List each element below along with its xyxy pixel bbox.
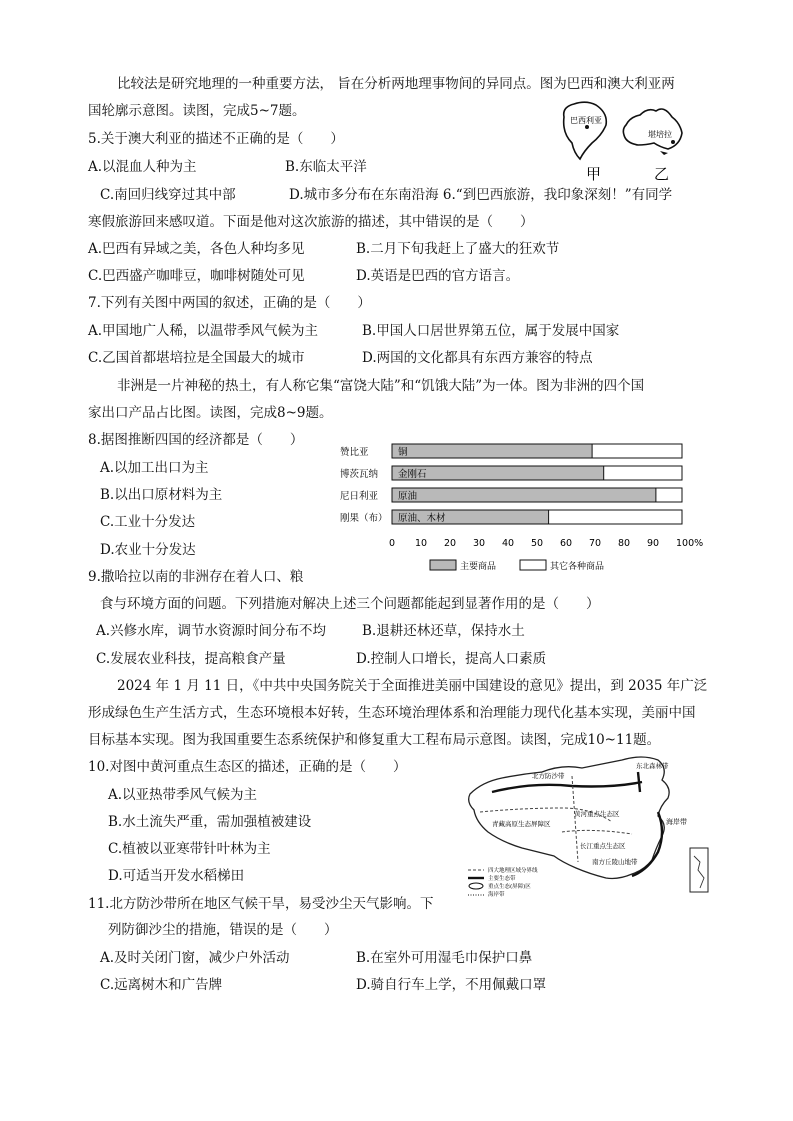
brazil-australia-map — [556, 95, 708, 183]
yellow-river-label: 黄河重点生态区 — [574, 810, 620, 818]
q9-option-c: C.发展农业科技，提高粮食产量 — [96, 651, 286, 667]
bar-label-1: 金刚石 — [398, 469, 427, 480]
intro-paragraph-1-cont: 国轮廓示意图。读图，完成5~7题。 — [88, 103, 306, 119]
question-5: 5.关于澳大利亚的描述不正确的是（ ） — [88, 131, 344, 147]
q8-option-a: A.以加工出口为主 — [100, 460, 209, 476]
q6-option-d: D.英语是巴西的官方语言。 — [356, 268, 520, 284]
q5-option-d-and-q6: D.城市多分布在东南沿海 6.“到巴西旅游，我印象深刻！”有同学 — [289, 187, 673, 203]
bar-label-2: 原油 — [398, 491, 418, 502]
question-8: 8.据图推断四国的经济都是（ ） — [88, 432, 304, 448]
q8-option-b: B.以出口原材料为主 — [100, 487, 223, 503]
category-label-0: 赞比亚 — [340, 447, 369, 458]
legend-eco-belt: 主要生态带 — [488, 876, 516, 882]
intro-paragraph-3: 2024 年 1 月 11 日，《中共中央国务院关于全面推进美丽中国建设的意见》提出，到 2035 年广泛 — [117, 678, 708, 694]
china-map-legend — [468, 866, 538, 898]
bar-main-0 — [392, 444, 592, 458]
yi-label: 乙 — [654, 165, 670, 183]
question-9-cont: 食与环境方面的问题。下列措施对解决上述三个问题都能起到显著作用的是（ ） — [100, 596, 600, 612]
q7-option-b: B.甲国人口居世界第五位，属于发展中国家 — [362, 323, 620, 339]
tick-label-5: 50 — [530, 538, 544, 549]
question-6-cont: 寒假旅游回来感叹道。下面是他对这次旅游的描述，其中错误的是（ ） — [88, 214, 534, 230]
intro-paragraph-3-cont: 形成绿色生产生活方式，生态环境根本好转，生态环境治理体系和治理能力现代化基本实现，美丽中国 — [88, 705, 696, 721]
bar-main-2 — [392, 488, 656, 502]
northeast-forest-label: 东北森林带 — [636, 762, 669, 770]
q11-option-a: A.及时关闭门窗，减少户外活动 — [100, 950, 290, 966]
tick-label-0: 0 — [388, 538, 396, 549]
category-label-3: 刚果（布） — [340, 513, 388, 524]
q9-option-b: B.退耕还林还草，保持水土 — [362, 623, 525, 639]
q5-option-a: A.以混血人种为主 — [88, 159, 197, 175]
q8-option-d: D.农业十分发达 — [100, 542, 196, 558]
tick-label-6: 60 — [559, 538, 573, 549]
intro-paragraph-3-end: 目标基本实现。图为我国重要生态系统保护和修复重大工程布局示意图。读图，完成10~11题。 — [88, 732, 661, 748]
category-label-2: 尼日利亚 — [340, 491, 379, 502]
coast-label: 海岸带 — [666, 818, 687, 826]
bar-label-3: 原油、木材 — [398, 513, 446, 524]
q7-option-d: D.两国的文化都具有东西方兼容的特点 — [362, 350, 593, 366]
africa-export-chart — [338, 438, 710, 586]
q8-option-c: C.工业十分发达 — [100, 514, 196, 530]
category-label-1: 博茨瓦纳 — [340, 469, 379, 480]
q5-option-b: B.东临太平洋 — [285, 159, 367, 175]
legend-key-zone: 重点生态(屏障)区 — [488, 884, 531, 890]
yangtze-label: 长江重点生态区 — [580, 842, 626, 850]
intro-paragraph-2-cont: 家出口产品占比图。读图，完成8~9题。 — [88, 405, 333, 421]
q7-option-c: C.乙国首都堪培拉是全国最大的城市 — [88, 350, 305, 366]
canberra-label: 堪培拉 — [648, 130, 672, 139]
jia-label: 甲 — [586, 165, 602, 183]
intro-paragraph-1: 比较法是研究地理的一种重要方法， 旨在分析两地理事物间的异同点。图为巴西和澳大利亚两 — [117, 76, 675, 92]
tick-label-7: 70 — [588, 538, 602, 549]
tick-label-9: 90 — [646, 538, 660, 549]
question-11-cont: 列防御沙尘的措施，错误的是（ ） — [108, 922, 338, 938]
question-9: 9.撒哈拉以南的非洲存在着人口、粮 — [88, 569, 304, 585]
legend-main-swatch — [430, 560, 456, 570]
tick-label-2: 20 — [443, 538, 457, 549]
q11-option-b: B.在室外可用湿毛巾保护口鼻 — [356, 950, 533, 966]
legend-other-label: 其它各种商品 — [550, 562, 605, 572]
q6-option-a: A.巴西有异域之美，各色人种均多见 — [88, 241, 305, 257]
china-ecology-map — [462, 752, 714, 902]
question-11: 11.北方防沙带所在地区气候干旱，易受沙尘天气影响。下 — [88, 896, 434, 912]
tibet-plateau-label: 青藏高原生态屏障区 — [492, 820, 551, 828]
legend-region-boundary: 四大地理区域分界线 — [488, 868, 538, 874]
q11-option-c: C.远离树木和广告牌 — [100, 977, 223, 993]
tick-label-3: 30 — [472, 538, 486, 549]
tick-label-1: 10 — [414, 538, 428, 549]
tick-label-8: 80 — [617, 538, 631, 549]
south-hills-label: 南方丘陵山地带 — [592, 858, 638, 866]
q10-option-c: C.植被以亚寒带针叶林为主 — [108, 841, 271, 857]
q6-option-c: C.巴西盛产咖啡豆，咖啡树随处可见 — [88, 268, 305, 284]
q10-option-d: D.可适当开发水稻梯田 — [108, 868, 245, 884]
intro-paragraph-2: 非洲是一片神秘的热土，有人称它集“富饶大陆”和“饥饿大陆”为一体。图为非洲的四个国 — [117, 378, 645, 394]
legend-other-swatch — [520, 560, 546, 570]
tick-label-4: 40 — [501, 538, 515, 549]
q7-option-a: A.甲国地广人稀，以温带季风气候为主 — [88, 323, 319, 339]
q10-option-b: B.水土流失严重，需加强植被建设 — [108, 814, 312, 830]
question-7: 7.下列有关图中两国的叙述，正确的是（ ） — [88, 295, 371, 311]
brasilia-label: 巴西利亚 — [570, 116, 602, 125]
q5-option-c: C.南回归线穿过其中部 — [100, 187, 236, 203]
q10-option-a: A.以亚热带季风气候为主 — [108, 787, 258, 803]
legend-coastal-belt: 海岸带 — [488, 892, 505, 898]
q11-option-d: D.骑自行车上学，不用佩戴口罩 — [356, 977, 547, 993]
north-sand-label: 北方防沙带 — [532, 772, 565, 780]
bar-label-0: 铜 — [398, 447, 408, 458]
tick-label-10: 100% — [676, 538, 704, 549]
q9-option-d: D.控制人口增长，提高人口素质 — [356, 651, 547, 667]
question-10: 10.对图中黄河重点生态区的描述，正确的是（ ） — [88, 759, 407, 775]
legend-main-label: 主要商品 — [460, 562, 497, 572]
q6-option-b: B.二月下旬我赶上了盛大的狂欢节 — [356, 241, 560, 257]
q9-option-a: A.兴修水库，调节水资源时间分布不均 — [96, 623, 327, 639]
